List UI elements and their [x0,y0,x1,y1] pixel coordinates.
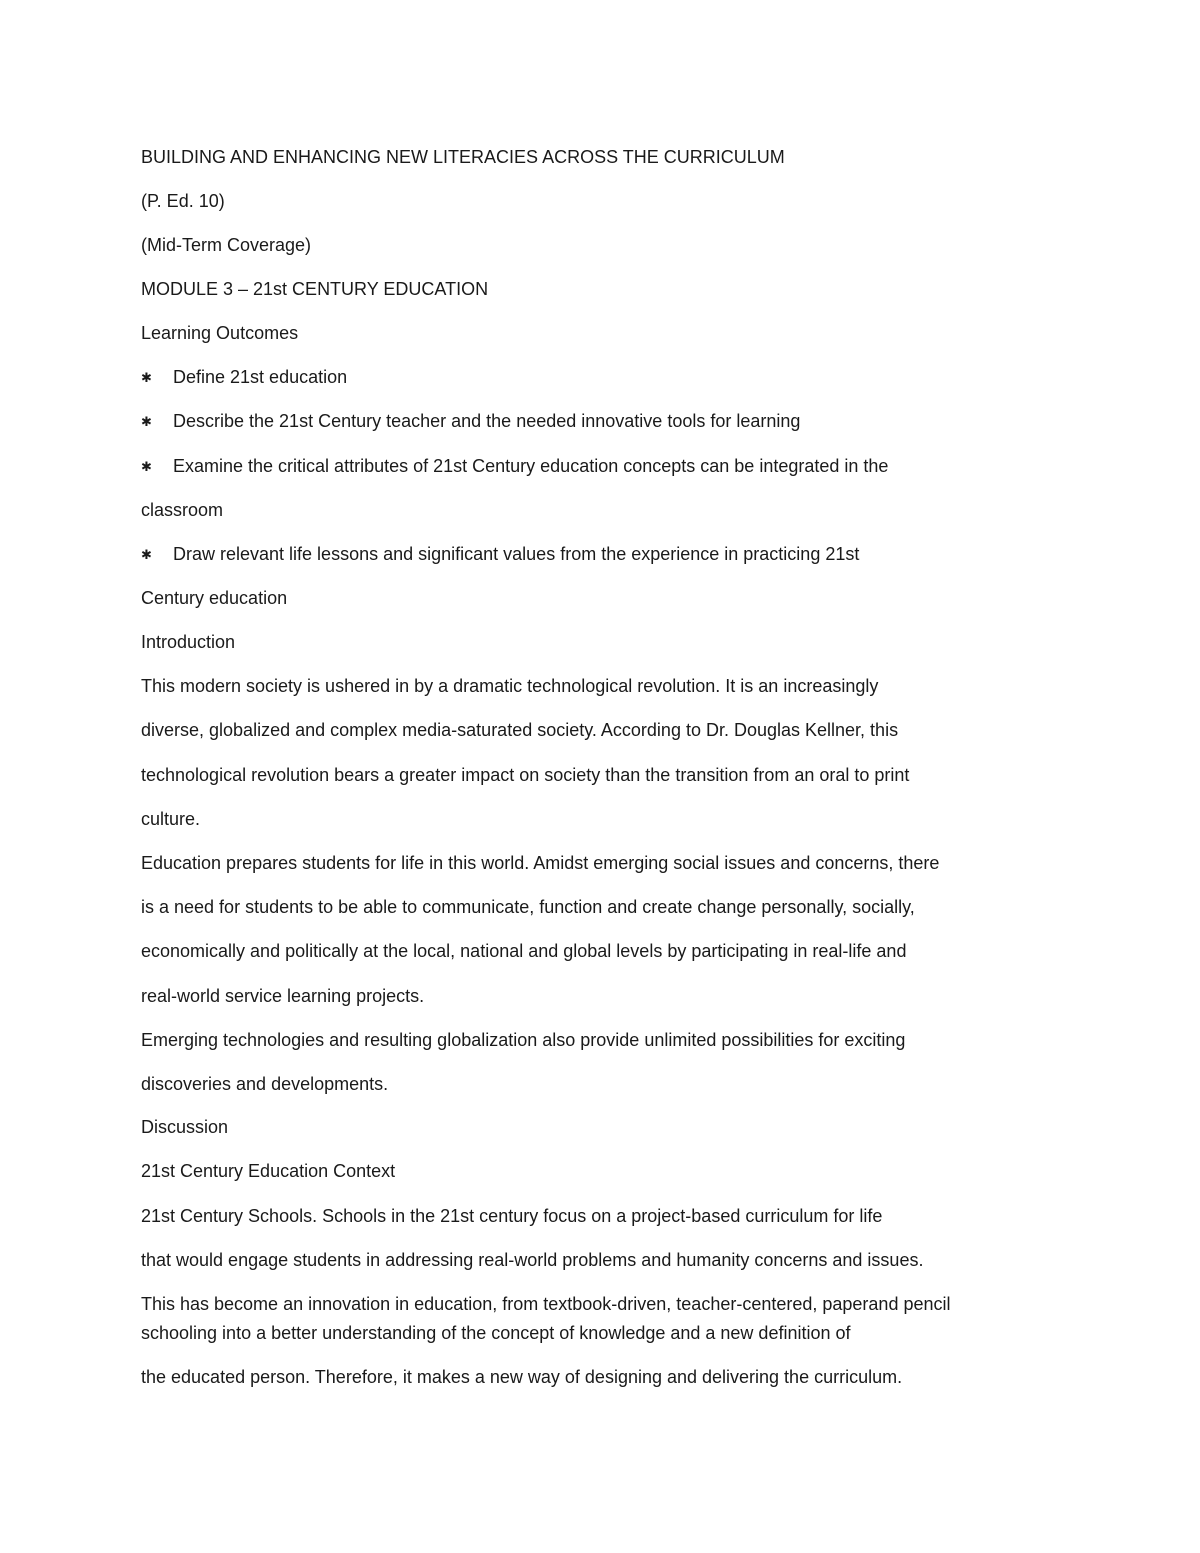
paragraph-line: culture. [141,809,201,829]
introduction-heading: Introduction [141,632,236,652]
paragraph-line: Emerging technologies and resulting globalization also provide unlimited possibilities for exciting [141,1030,906,1050]
bullet-icon: ✱ [141,370,152,385]
outcome-text: Draw relevant life lessons and significant values from the experience in practicing 21st [173,544,860,564]
coverage-label: (Mid-Term Coverage) [141,235,312,255]
course-code: (P. Ed. 10) [141,191,225,211]
paragraph-line: discoveries and developments. [141,1074,389,1094]
module-title: MODULE 3 – 21st CENTURY EDUCATION [141,279,489,299]
paragraph-line: economically and politically at the local, national and global levels by participating in real-life and [141,941,907,961]
document-title: BUILDING AND ENHANCING NEW LITERACIES ACROSS THE CURRICULUM [141,147,785,167]
outcome-text: Define 21st education [173,367,348,387]
outcome-item [141,410,800,433]
outcome-continuation: Century education [141,588,288,608]
paragraph-line: the educated person. Therefore, it makes a new way of designing and delivering the curriculum. [141,1367,903,1387]
paragraph-line: technological revolution bears a greater impact on society than the transition from an oral to print [141,765,910,785]
paragraph-line: schooling into a better understanding of the concept of knowledge and a new definition of [141,1323,851,1343]
paragraph-line: 21st Century Schools. Schools in the 21st century focus on a project-based curriculum for life [141,1206,883,1226]
paragraph-line: This modern society is ushered in by a dramatic technological revolution. It is an increasingly [141,676,879,696]
outcome-item [141,543,859,566]
paragraph-line: Education prepares students for life in this world. Amidst emerging social issues and concerns, there [141,853,940,873]
paragraph-line: real-world service learning projects. [141,986,425,1006]
paragraph-line: This has become an innovation in education, from textbook-driven, teacher-centered, paperand pencil [141,1294,951,1314]
bullet-icon: ✱ [141,414,152,429]
outcome-item [141,366,347,389]
outcome-text: Examine the critical attributes of 21st Century education concepts can be integrated in the [173,456,889,476]
outcome-continuation: classroom [141,500,224,520]
paragraph-line: is a need for students to be able to communicate, function and create change personally, socially, [141,897,915,917]
context-heading: 21st Century Education Context [141,1161,396,1181]
paragraph-line: diverse, globalized and complex media-saturated society. According to Dr. Douglas Kellner, this [141,720,899,740]
outcome-item [141,455,888,478]
discussion-heading: Discussion [141,1117,229,1137]
bullet-icon: ✱ [141,547,152,562]
learning-outcomes-heading: Learning Outcomes [141,323,299,343]
bullet-icon: ✱ [141,459,152,474]
outcome-text: Describe the 21st Century teacher and the needed innovative tools for learning [173,411,801,431]
paragraph-line: that would engage students in addressing real-world problems and humanity concerns and issues. [141,1250,924,1270]
